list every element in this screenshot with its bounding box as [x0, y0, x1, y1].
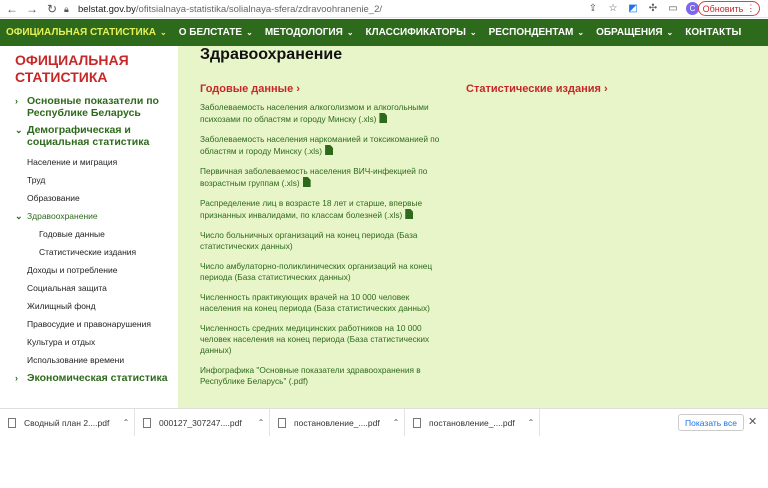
download-item[interactable]: [0, 409, 135, 437]
chevron-down-icon: ⌄: [666, 28, 674, 37]
browser-toolbar: [0, 0, 768, 18]
main-content: [178, 46, 768, 408]
sidepanel-icon[interactable]: ▭: [668, 3, 678, 14]
pdf-file-icon: [413, 418, 421, 428]
document-link[interactable]: [200, 230, 450, 252]
nav-item-label: РЕСПОНДЕНТАМ: [488, 27, 574, 38]
back-icon[interactable]: ←: [6, 1, 18, 16]
sidebar-item[interactable]: [0, 95, 178, 119]
document-link[interactable]: [200, 261, 450, 283]
chevron-down-icon: ⌄: [346, 28, 354, 37]
lock-icon: 🔒︎: [64, 3, 69, 14]
pdf-file-icon: [8, 418, 16, 428]
downloads-bar: [0, 408, 768, 436]
document-link-text: Численность средних медицинских работников на 10 000 человек населения на конец периода (База статистических данных): [200, 323, 430, 355]
sidebar-item-label: Статистические издания: [39, 247, 137, 257]
forward-icon[interactable]: →: [26, 1, 38, 16]
download-filename: Сводный план 2....pdf: [24, 417, 110, 428]
nav-item-3[interactable]: [360, 19, 483, 46]
sidebar-item[interactable]: [0, 189, 178, 207]
bookmark-star-icon[interactable]: ☆: [608, 3, 618, 14]
sidebar-item[interactable]: [0, 315, 178, 333]
file-icon[interactable]: [325, 145, 333, 155]
chevron-up-icon[interactable]: ⌃: [392, 418, 400, 427]
sidebar-item[interactable]: [0, 297, 178, 315]
document-link-text: Число больничных организаций на конец периода (База статистических данных): [200, 230, 418, 251]
sidebar-item[interactable]: [0, 261, 178, 279]
download-filename: 000127_307247....pdf: [159, 417, 242, 428]
nav-item-0[interactable]: [0, 19, 173, 46]
document-link[interactable]: [200, 365, 450, 387]
chevron-down-icon: ⌄: [160, 28, 167, 37]
document-link-text: Численность практикующих врачей на 10 000 человек населения на конец периода (База статистических данных): [200, 292, 430, 313]
file-icon[interactable]: [303, 177, 311, 187]
sidebar-item-label: Экономическая статистика: [27, 372, 168, 384]
sidebar-item[interactable]: [0, 243, 178, 261]
sidebar-item-label: Население и миграция: [27, 157, 118, 167]
sidebar-item[interactable]: [0, 153, 178, 171]
update-button[interactable]: [698, 1, 760, 16]
sidebar-item-label: Труд: [27, 175, 46, 185]
page-title: Здравоохранение: [200, 46, 343, 63]
nav-item-2[interactable]: [259, 19, 360, 46]
sidebar-item-label: Культура и отдых: [27, 337, 96, 347]
sidebar-item[interactable]: [0, 351, 178, 369]
chevron-down-icon: ⌄: [577, 28, 585, 37]
sidebar: [0, 46, 178, 408]
sidebar-item[interactable]: [0, 124, 178, 148]
sidebar-item-label: Правосудие и правонарушения: [27, 319, 151, 329]
download-filename: постановление_....pdf: [294, 417, 380, 428]
chevron-right-icon: ›: [15, 373, 18, 383]
chevron-down-icon: ⌄: [469, 28, 477, 37]
document-link-text: Первичная заболеваемость населения ВИЧ-инфекцией по возрастным группам (.xls): [200, 166, 428, 188]
document-link[interactable]: [200, 292, 450, 314]
sidebar-title: ОФИЦИАЛЬНАЯ СТАТИСТИКА: [15, 52, 129, 85]
document-link[interactable]: [200, 323, 450, 356]
more-icon: ⋮: [746, 3, 756, 13]
file-icon[interactable]: [379, 113, 387, 123]
url-host: belstat.gov.by: [78, 3, 136, 15]
document-link[interactable]: [200, 102, 450, 125]
nav-item-label: О БЕЛСТАТЕ: [178, 27, 243, 38]
document-link-text: Заболеваемость населения алкоголизмом и алкогольными психозами по областям и городу Минску (.xls): [200, 102, 429, 124]
nav-item-label: КЛАССИФИКАТОРЫ: [365, 27, 466, 38]
nav-item-1[interactable]: [173, 19, 259, 46]
chevron-down-icon: ⌄: [15, 211, 23, 221]
annual-data-heading[interactable]: Годовые данные ›: [200, 83, 300, 95]
extension-icon[interactable]: ◩: [628, 3, 638, 14]
url-path: /ofitsialnaya-statistika/solialnaya-sfera/zdravoohranenie_2/: [135, 3, 382, 15]
download-item[interactable]: [405, 409, 540, 437]
sidebar-item[interactable]: [0, 333, 178, 351]
chevron-up-icon[interactable]: ⌃: [122, 418, 130, 427]
sidebar-item[interactable]: [0, 171, 178, 189]
document-list: [200, 102, 450, 396]
chevron-down-icon: ⌄: [15, 125, 23, 135]
sidebar-item[interactable]: [0, 207, 178, 225]
chevron-down-icon: ⌄: [246, 28, 253, 37]
sidebar-item[interactable]: [0, 372, 178, 384]
download-item[interactable]: [135, 409, 270, 437]
nav-item-label: ОФИЦИАЛЬНАЯ СТАТИСТИКА: [6, 27, 157, 38]
download-filename: постановление_....pdf: [429, 417, 515, 428]
sidebar-item-label: Годовые данные: [39, 229, 105, 239]
sidebar-item-label: Жилищный фонд: [27, 301, 96, 311]
puzzle-icon[interactable]: ✣: [648, 3, 658, 14]
sidebar-item-label: Социальная защита: [27, 283, 107, 293]
file-icon[interactable]: [405, 209, 413, 219]
sidebar-item-label: Демографическая и социальная статистика: [27, 124, 150, 148]
sidebar-item-label: Образование: [27, 193, 80, 203]
document-link-text: Инфографика "Основные показатели здравоохранения в Республике Беларусь" (.pdf): [200, 365, 421, 386]
document-link[interactable]: [200, 166, 450, 189]
sidebar-item-label: Использование времени: [27, 355, 125, 365]
document-link-text: Распределение лиц в возрасте 18 лет и старше, впервые признанных инвалидами, по классам болезней (.xls): [200, 198, 423, 220]
sidebar-item-label: Основные показатели по Республике Беларусь: [27, 95, 159, 119]
nav-item-label: КОНТАКТЫ: [685, 27, 742, 38]
nav-item-label: МЕТОДОЛОГИЯ: [264, 27, 343, 38]
sidebar-item-label: Доходы и потребление: [27, 265, 118, 275]
chevron-up-icon[interactable]: ⌃: [527, 418, 535, 427]
update-label: Обновить: [702, 3, 744, 14]
document-link[interactable]: [200, 134, 450, 157]
sidebar-item[interactable]: [0, 279, 178, 297]
nav-item-4[interactable]: [483, 19, 591, 46]
pdf-file-icon: [278, 418, 286, 428]
chevron-right-icon: ›: [15, 96, 18, 106]
empty-area: [0, 436, 768, 488]
chevron-up-icon[interactable]: ⌃: [257, 418, 265, 427]
show-all-button[interactable]: Показать все: [678, 414, 744, 431]
document-link[interactable]: [200, 198, 450, 221]
document-link-text: Заболеваемость населения наркоманией и токсикоманией по областям и городу Минску (.xls): [200, 134, 440, 156]
sidebar-menu: [0, 92, 178, 389]
profile-avatar[interactable]: С: [686, 2, 699, 15]
nav-item-5[interactable]: [590, 19, 679, 46]
share-icon[interactable]: ⇪: [588, 3, 598, 14]
address-bar[interactable]: [64, 2, 579, 16]
nav-item-6[interactable]: [679, 19, 747, 46]
sidebar-item-label: Здравоохранение: [27, 211, 98, 221]
site-navigation: [0, 19, 768, 46]
publications-heading[interactable]: Статистические издания ›: [466, 83, 608, 95]
close-downloads-icon[interactable]: ✕: [748, 416, 758, 428]
reload-icon[interactable]: ↻: [46, 1, 58, 16]
download-item[interactable]: [270, 409, 405, 437]
nav-item-label: ОБРАЩЕНИЯ: [596, 27, 663, 38]
sidebar-item[interactable]: [0, 225, 178, 243]
pdf-file-icon: [143, 418, 151, 428]
document-link-text: Число амбулаторно-поликлинических организаций на конец периода (База статистических данных): [200, 261, 433, 282]
